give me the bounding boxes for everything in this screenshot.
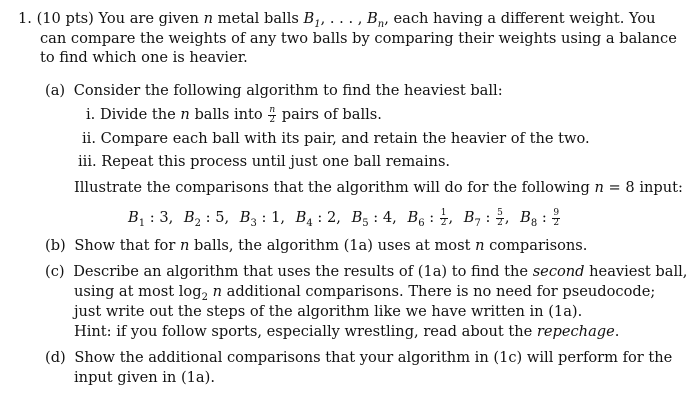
part-b-label: (b) [45, 237, 66, 254]
problem-intro-line2: can compare the weights of any two balls by comparing their weights using a balance [40, 30, 677, 47]
part-c-line1-after: heaviest ball, [589, 263, 687, 280]
part-b-middle: balls, the algorithm (1a) uses at most [194, 237, 471, 254]
part-b-after: comparisons. [489, 237, 588, 254]
problem-intro-line3: to find which one is heavier. [40, 49, 248, 66]
part-c-log-base: 2 [201, 291, 208, 303]
illustrate-n: n [594, 179, 604, 196]
step-i-fraction: $\frac{n}{2}$ [269, 104, 276, 125]
step-iii-label: iii. [78, 153, 97, 170]
part-b-before: Show that for [74, 237, 176, 254]
part-a-heading [45, 81, 503, 100]
part-d-line1 [45, 348, 672, 367]
input-b2: $B_2$ : 5, [183, 209, 230, 229]
part-d-label: (d) [45, 349, 66, 366]
part-b [45, 236, 587, 255]
step-i-before: Divide the [99, 106, 176, 123]
step-i-middle: balls into [194, 106, 263, 123]
part-c-line4-em: repechage [536, 323, 615, 340]
step-ii-text: Compare each ball with its pair, and retain the heavier of the two. [100, 130, 590, 147]
input-b3: $B_3$ : 1, [239, 209, 286, 229]
step-iii [78, 152, 450, 171]
problem-points: (10 pts) [36, 10, 94, 27]
illustrate-line [74, 178, 683, 197]
input-b8: $B_8$ : $\frac{9}{2}$ [520, 207, 560, 229]
part-c-line4-before: Hint: if you follow sports, especially wrestling, read about the [74, 323, 533, 340]
intro-text-2: metal balls [217, 10, 299, 27]
intro-text-3: , each having a different weight. You [384, 10, 656, 27]
illustrate-eq: = 8 input: [608, 179, 683, 196]
input-b6: $B_6$ : $\frac{1}{2}$ , [407, 207, 454, 229]
part-c-line2-after: additional comparisons. There is no need for pseudocode; [226, 283, 656, 300]
ball-ellipsis: , . . . , [320, 10, 363, 27]
step-i-label: i. [86, 106, 96, 123]
part-c-line1 [45, 262, 687, 281]
part-b-n2: n [475, 237, 485, 254]
step-ii-label: ii. [82, 130, 96, 147]
var-n: n [203, 10, 213, 27]
ball-first: $B_1$ [303, 10, 321, 30]
part-c-line3: just write out the steps of the algorithm like we have written in (1a). [74, 303, 583, 320]
problem-intro-line1 [18, 9, 656, 28]
part-c-label: (c) [45, 263, 65, 280]
part-c-line1-before: Describe an algorithm that uses the results of (1a) to find the [73, 263, 529, 280]
illustrate-before: Illustrate the comparisons that the algorithm will do for the following [74, 179, 590, 196]
part-a-label: (a) [45, 82, 66, 99]
input-b4: $B_4$ : 2, [295, 209, 341, 229]
input-b5: $B_5$ : 4, [351, 209, 397, 229]
part-d-line2: input given in (1a). [74, 369, 215, 386]
step-i-n: n [180, 106, 190, 123]
intro-text-1: You are given [98, 10, 199, 27]
part-c-line2 [74, 282, 655, 301]
problem-number: 1. [18, 10, 32, 27]
part-d-line1-text: Show the additional comparisons that your algorithm in (1c) will perform for the [74, 349, 673, 366]
part-b-n1: n [179, 237, 190, 254]
part-a-text: Consider the following algorithm to find the heaviest ball: [73, 82, 503, 99]
part-c-line4-after: . [614, 323, 620, 340]
part-c-line4 [74, 322, 619, 341]
step-i [86, 105, 382, 125]
input-b7: $B_7$ : $\frac{5}{2}$ , [463, 207, 510, 229]
step-ii [82, 129, 590, 148]
ball-last: $B_n$ [367, 10, 385, 30]
step-iii-text: Repeat this process until just one ball remains. [101, 153, 451, 170]
part-c-line2-n: n [212, 283, 222, 300]
part-c-line1-em: second [532, 263, 585, 280]
input-b1: $B_1$ : 3, [128, 209, 174, 229]
step-i-after: pairs of balls. [281, 106, 382, 123]
input-list [128, 208, 561, 228]
part-c-line2-before: using at most log [74, 283, 202, 300]
